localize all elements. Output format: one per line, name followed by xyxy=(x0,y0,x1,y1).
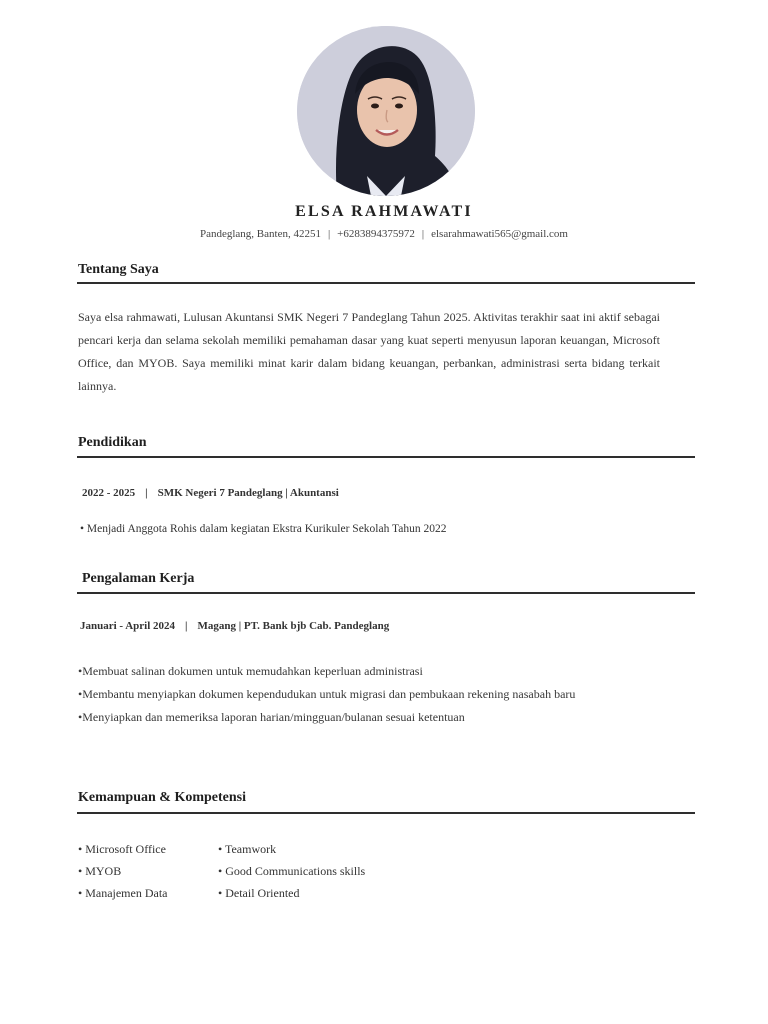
profile-photo xyxy=(297,26,475,196)
contact-line xyxy=(0,228,768,240)
experience-divider xyxy=(77,592,695,594)
education-school: SMK Negeri 7 Pandeglang | Akuntansi xyxy=(157,487,339,499)
experience-bullet: •Menyiapkan dan memeriksa laporan harian/mingguan/bulanan sesuai ketentuan xyxy=(78,710,465,724)
phone-text: +6283894375972 xyxy=(337,228,415,240)
contact-separator: | xyxy=(327,228,331,240)
email-link[interactable]: elsarahmawati565@gmail.com xyxy=(431,228,568,240)
experience-bullet: •Membantu menyiapkan dokumen kependudukan untuk migrasi dan pembukaan rekening nasabah baru xyxy=(78,687,576,701)
experience-section-title: Pengalaman Kerja xyxy=(82,571,195,586)
experience-bullets xyxy=(78,660,660,729)
skill-item: • MYOB xyxy=(78,864,122,878)
experience-period: Januari - April 2024 xyxy=(80,620,176,632)
skill-item: • Manajemen Data xyxy=(78,886,168,900)
education-entry xyxy=(82,487,339,499)
about-text: Saya elsa rahmawati, Lulusan Akuntansi SMK Negeri 7 Pandeglang Tahun 2025. Aktivitas terakhir saat ini aktif sebagai pencari kerja dan selama sekolah memiliki pemahaman dasar yang kuat seperti menyusun laporan keuangan, Microsoft Office, dan MYOB. Saya memiliki minat karir dalam bidang keuangan, perbankan, administrasi serta bidang terkait lainnya. xyxy=(78,310,660,393)
skills-section-title: Kemampuan & Kompetensi xyxy=(78,790,246,805)
experience-entry xyxy=(80,620,389,632)
education-period: 2022 - 2025 xyxy=(82,487,136,499)
experience-separator: | xyxy=(185,620,188,632)
skill-item: • Detail Oriented xyxy=(218,886,300,900)
profile-photo-illustration xyxy=(297,26,475,196)
education-section-title: Pendidikan xyxy=(78,435,147,450)
education-separator: | xyxy=(145,487,148,499)
skills-divider xyxy=(77,812,695,814)
education-bullet: • Menjadi Anggota Rohis dalam kegiatan Ekstra Kurikuler Sekolah Tahun 2022 xyxy=(80,523,447,535)
skill-item: • Microsoft Office xyxy=(78,842,166,856)
experience-role: Magang | PT. Bank bjb Cab. Pandeglang xyxy=(197,620,390,632)
skills-column-left xyxy=(78,838,168,904)
contact-separator: | xyxy=(421,228,425,240)
location-text: Pandeglang, Banten, 42251 xyxy=(199,228,321,240)
skill-item: • Teamwork xyxy=(218,842,277,856)
about-divider xyxy=(77,282,695,284)
about-section-title: Tentang Saya xyxy=(78,262,159,277)
education-divider xyxy=(77,456,695,458)
skills-column-right xyxy=(218,838,365,904)
experience-bullet: •Membuat salinan dokumen untuk memudahkan keperluan administrasi xyxy=(78,664,423,678)
candidate-name: ELSA RAHMAWATI xyxy=(295,203,473,220)
skill-item: • Good Communications skills xyxy=(218,864,366,878)
